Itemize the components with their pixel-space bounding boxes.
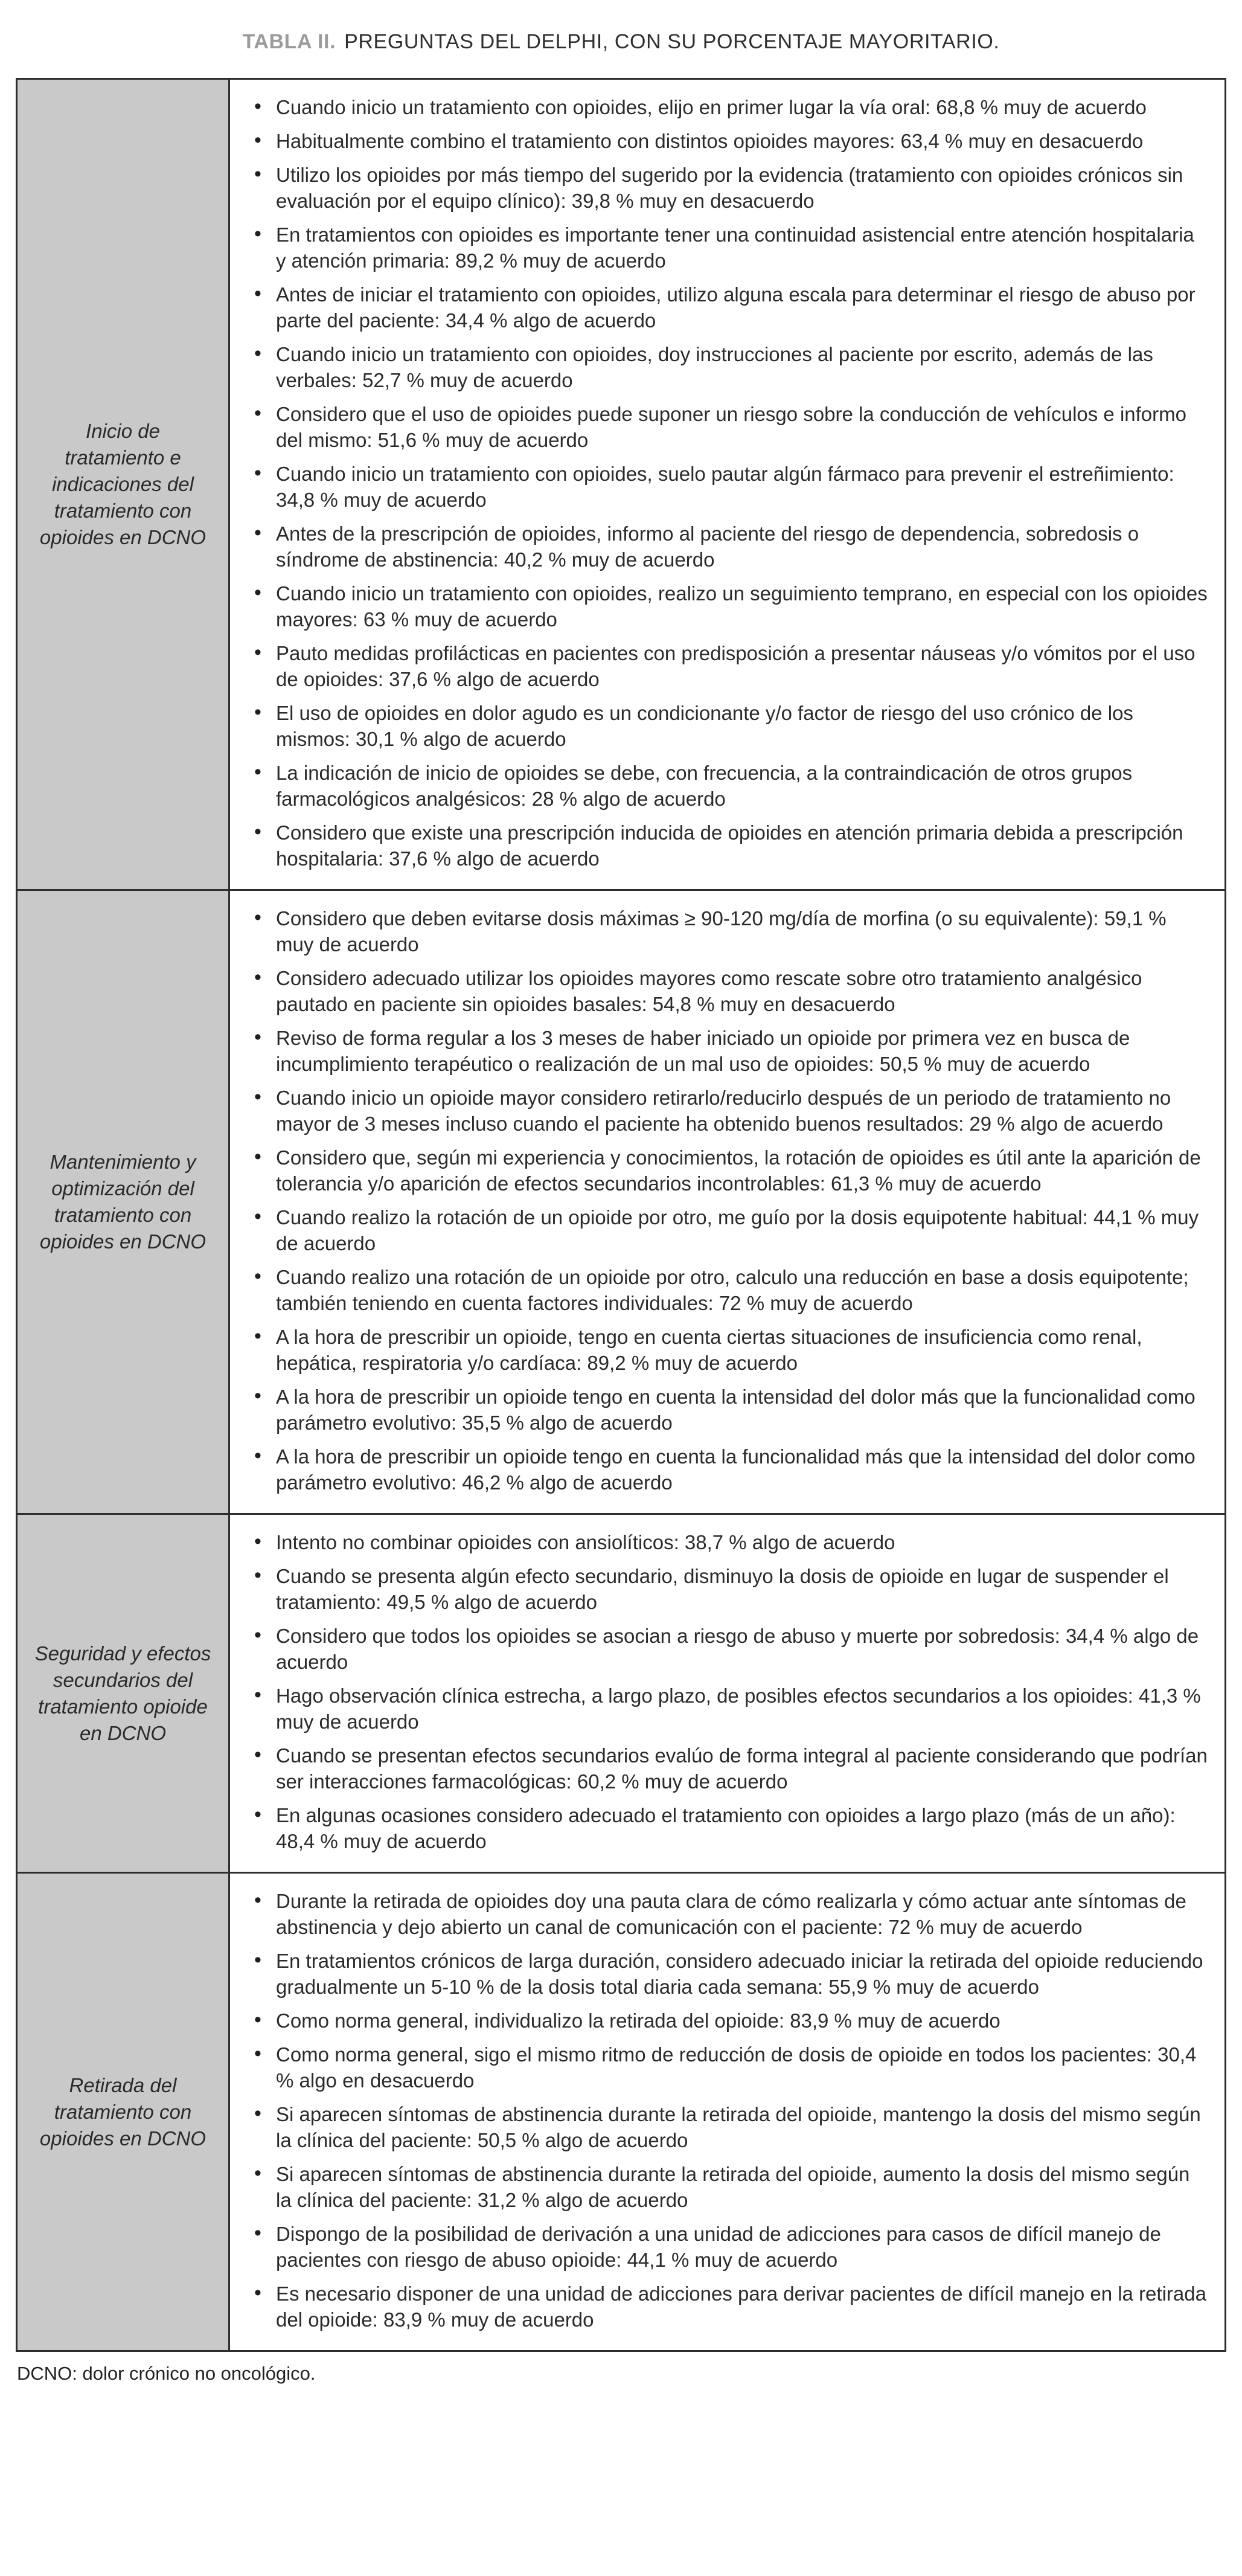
statement-text: A la hora de prescribir un opioide tengo en cuenta la intensidad del dolor más que la funcionalidad como parámetro evolutivo: 35,5 % algo de acuerdo: [276, 1386, 1196, 1434]
statement-text: Antes de la prescripción de opioides, informo al paciente del riesgo de dependencia, sobredosis o síndrome de abstinencia: 40,2 % muy de acuerdo: [276, 522, 1139, 571]
statement-text: Considero que existe una prescripción inducida de opioides en atención primaria debida a prescripción hospitalaria: 37,6 % algo de acuerdo: [276, 821, 1183, 870]
bullet-icon: •: [254, 282, 261, 305]
list-item: [249, 1145, 1208, 1196]
category-label: Inicio de tratamiento e indicaciones del tratamiento con opioides en DCNO: [39, 420, 206, 548]
list-item: [249, 2281, 1208, 2333]
list-item: [249, 1324, 1208, 1376]
bullet-icon: •: [254, 2281, 261, 2304]
table-row: [17, 1514, 1226, 1873]
bullet-icon: •: [254, 1026, 261, 1049]
footnote: DCNO: dolor crónico no oncológico.: [17, 2363, 316, 2384]
bullet-icon: •: [254, 1265, 261, 1288]
delphi-table-body: [17, 79, 1226, 2351]
category-cell: [17, 890, 229, 1514]
bullet-icon: •: [254, 906, 261, 929]
list-item: [249, 521, 1208, 573]
statement-text: Considero que el uso de opioides puede suponer un riesgo sobre la conducción de vehículos e informo del mismo: 51,6 % muy de acuerdo: [276, 403, 1186, 451]
table-title-text: PREGUNTAS DEL DELPHI, CON SU PORCENTAJE MAYORITARIO.: [344, 30, 1000, 53]
statement-text: Cuando inicio un tratamiento con opioides, doy instrucciones al paciente por escrito, además de las verbales: 52,7 % muy de acuerdo: [276, 343, 1153, 391]
list-item: [249, 2041, 1208, 2093]
bullet-icon: •: [254, 2008, 261, 2031]
list-item: [249, 1384, 1208, 1436]
bullet-icon: •: [254, 760, 261, 783]
list-item: [249, 965, 1208, 1017]
delphi-table: [16, 78, 1226, 2352]
list-item: [249, 1683, 1208, 1735]
bullet-icon: •: [254, 1564, 261, 1587]
bullet-icon: •: [254, 1743, 261, 1766]
category-label: Seguridad y efectos secundarios del tratamiento opioide en DCNO: [34, 1642, 211, 1744]
category-label: Mantenimiento y optimización del tratamiento con opioides en DCNO: [39, 1151, 206, 1253]
list-item: [249, 162, 1208, 214]
statement-text: Hago observación clínica estrecha, a largo plazo, de posibles efectos secundarios a los opioides: 41,3 % muy de acuerdo: [276, 1685, 1201, 1733]
bullet-icon: •: [254, 222, 261, 245]
list-item: [249, 2221, 1208, 2273]
list-item: [249, 1529, 1208, 1555]
bullet-icon: •: [254, 1325, 261, 1347]
statement-text: Como norma general, individualizo la retirada del opioide: 83,9 % muy de acuerdo: [276, 2009, 1000, 2032]
statement-text: Reviso de forma regular a los 3 meses de haber iniciado un opioide por primera vez en busca de incumplimiento terapéutico o realización de un mal uso de opioides: 50,5 % muy de acuerdo: [276, 1027, 1130, 1075]
statement-text: A la hora de prescribir un opioide tengo en cuenta la funcionalidad más que la intensidad del dolor como parámetro evolutivo: 46,2 % algo de acuerdo: [276, 1445, 1196, 1494]
list-item: [249, 94, 1208, 120]
statement-text: Considero que, según mi experiencia y conocimientos, la rotación de opioides es útil ante la aparición de tolerancia y/o aparición de efectos secundarios incontrolables: 61,3 % muy de acuerdo: [276, 1146, 1201, 1195]
list-item: [249, 1264, 1208, 1316]
bullet-icon: •: [254, 1803, 261, 1826]
list-item: [249, 281, 1208, 333]
statement-text: Intento no combinar opioides con ansiolíticos: 38,7 % algo de acuerdo: [276, 1531, 895, 1553]
bullet-icon: •: [254, 581, 261, 604]
bullet-icon: •: [254, 820, 261, 843]
statement-text: Si aparecen síntomas de abstinencia durante la retirada del opioide, aumento la dosis del mismo según la clínica del paciente: 31,2 % algo de acuerdo: [276, 2163, 1190, 2211]
category-label: Retirada del tratamiento con opioides en DCNO: [39, 2073, 206, 2150]
list-item: [249, 1802, 1208, 1854]
list-item: [249, 1204, 1208, 1256]
list-item: [249, 2101, 1208, 2153]
bullet-icon: •: [254, 701, 261, 724]
bullet-icon: •: [254, 1530, 261, 1553]
list-item: [249, 1888, 1208, 1940]
bullet-icon: •: [254, 1889, 261, 1912]
category-cell: [17, 1514, 229, 1873]
statement-text: Cuando inicio un opioide mayor considero retirarlo/reducirlo después de un periodo de tratamiento no mayor de 3 meses incluso cuando el paciente ha obtenido buenos resultados: 29 % algo de acuerdo: [276, 1087, 1171, 1135]
statement-text: Pauto medidas profilácticas en pacientes con predisposición a presentar náuseas y/o vómitos por el uso de opioides: 37,6 % algo de acuerdo: [276, 642, 1196, 690]
category-cell: [17, 1873, 229, 2351]
statement-text: Si aparecen síntomas de abstinencia durante la retirada del opioide, mantengo la dosis del mismo según la clínica del paciente: 50,5 % algo de acuerdo: [276, 2103, 1201, 2151]
statement-text: En tratamientos crónicos de larga duración, considero adecuado iniciar la retirada del opioide reduciendo gradualmente un 5-10 % de la dosis total diaria cada semana: 55,9 % muy de acuerdo: [276, 1950, 1203, 1998]
statement-text: En tratamientos con opioides es importante tener una continuidad asistencial entre atención hospitalaria y atención primaria: 89,2 % muy de acuerdo: [276, 223, 1194, 272]
bullet-icon: •: [254, 1444, 261, 1467]
table-row: [17, 79, 1226, 890]
list-item: [249, 580, 1208, 632]
list-item: [249, 461, 1208, 513]
bullet-icon: •: [254, 1384, 261, 1407]
statement-text: Cuando se presentan efectos secundarios evalúo de forma integral al paciente considerando que podrían ser interacciones farmacológicas: 60,2 % muy de acuerdo: [276, 1744, 1208, 1793]
statements-cell: [229, 79, 1226, 890]
bullet-icon: •: [254, 95, 261, 118]
statement-text: Cuando inicio un tratamiento con opioides, suelo pautar algún fármaco para prevenir el estreñimiento: 34,8 % muy de acuerdo: [276, 463, 1174, 511]
list-item: [249, 128, 1208, 154]
list-item: [249, 2161, 1208, 2213]
bullet-icon: •: [254, 1948, 261, 1971]
bullet-icon: •: [254, 129, 261, 152]
statement-text: Cuando inicio un tratamiento con opioides, realizo un seguimiento temprano, en especial con los opioides mayores: 63 % muy de acuerdo: [276, 582, 1208, 631]
statements-list: [249, 1529, 1208, 1854]
category-cell: [17, 79, 229, 890]
statement-text: Habitualmente combino el tratamiento con distintos opioides mayores: 63,4 % muy en desacuerdo: [276, 130, 1144, 152]
statement-text: Considero que todos los opioides se asocian a riesgo de abuso y muerte por sobredosis: 34,4 % algo de acuerdo: [276, 1625, 1199, 1673]
list-item: [249, 820, 1208, 872]
statement-text: A la hora de prescribir un opioide, tengo en cuenta ciertas situaciones de insuficiencia como renal, hepática, respiratoria y/o cardíaca: 89,2 % muy de acuerdo: [276, 1326, 1142, 1374]
bullet-icon: •: [254, 2221, 261, 2244]
list-item: [249, 1623, 1208, 1675]
bullet-icon: •: [254, 1683, 261, 1706]
table-row: [17, 1873, 1226, 2351]
bullet-icon: •: [254, 1145, 261, 1168]
statement-text: Como norma general, sigo el mismo ritmo de reducción de dosis de opioide en todos los pacientes: 30,4 % algo en desacuerdo: [276, 2043, 1197, 2092]
bullet-icon: •: [254, 641, 261, 664]
table-row: [17, 890, 1226, 1514]
statement-text: El uso de opioides en dolor agudo es un condicionante y/o factor de riesgo del uso crónico de los mismos: 30,1 % algo de acuerdo: [276, 702, 1133, 750]
list-item: [249, 341, 1208, 393]
statement-text: En algunas ocasiones considero adecuado el tratamiento con opioides a largo plazo (más de un año): 48,4 % muy de acuerdo: [276, 1804, 1176, 1852]
statement-text: Durante la retirada de opioides doy una pauta clara de cómo realizarla y cómo actuar ante síntomas de abstinencia y dejo abierto un canal de comunicación con el paciente: 72 % muy de acuerdo: [276, 1890, 1186, 1938]
list-item: [249, 640, 1208, 692]
list-item: [249, 760, 1208, 812]
bullet-icon: •: [254, 461, 261, 484]
statements-cell: [229, 890, 1226, 1514]
statements-cell: [229, 1514, 1226, 1873]
bullet-icon: •: [254, 2162, 261, 2185]
list-item: [249, 1025, 1208, 1077]
bullet-icon: •: [254, 342, 261, 365]
statement-text: La indicación de inicio de opioides se debe, con frecuencia, a la contraindicación de otros grupos farmacológicos analgésicos: 28 % algo de acuerdo: [276, 762, 1133, 810]
bullet-icon: •: [254, 2042, 261, 2065]
table-title-label: TABLA II.: [242, 30, 336, 53]
statement-text: Considero que deben evitarse dosis máximas ≥ 90-120 mg/día de morfina (o su equivalente): 59,1 % muy de acuerdo: [276, 907, 1167, 956]
bullet-icon: •: [254, 1624, 261, 1646]
table-title: [16, 14, 1226, 78]
list-item: [249, 1444, 1208, 1495]
bullet-icon: •: [254, 521, 261, 544]
statement-text: Dispongo de la posibilidad de derivación a una unidad de adicciones para casos de difícil manejo de pacientes con riesgo de abuso opioide: 44,1 % muy de acuerdo: [276, 2223, 1161, 2271]
list-item: [249, 700, 1208, 752]
list-item: [249, 401, 1208, 453]
list-item: [249, 1742, 1208, 1794]
statements-list: [249, 905, 1208, 1495]
list-item: [249, 222, 1208, 274]
list-item: [249, 905, 1208, 957]
list-item: [249, 2008, 1208, 2034]
list-item: [249, 1948, 1208, 2000]
statement-text: Considero adecuado utilizar los opioides mayores como rescate sobre otro tratamiento analgésico pautado en paciente sin opioides basales: 54,8 % muy en desacuerdo: [276, 967, 1142, 1015]
bullet-icon: •: [254, 966, 261, 989]
statement-text: Cuando realizo la rotación de un opioide por otro, me guío por la dosis equipotente habitual: 44,1 % muy de acuerdo: [276, 1206, 1199, 1254]
list-item: [249, 1563, 1208, 1615]
bullet-icon: •: [254, 162, 261, 185]
statement-text: Es necesario disponer de una unidad de adicciones para derivar pacientes de difícil manejo en la retirada del opioide: 83,9 % muy de acuerdo: [276, 2282, 1206, 2331]
statements-list: [249, 1888, 1208, 2333]
statement-text: Cuando se presenta algún efecto secundario, disminuyo la dosis de opioide en lugar de suspender el tratamiento: 49,5 % algo de acuerdo: [276, 1565, 1169, 1613]
statement-text: Antes de iniciar el tratamiento con opioides, utilizo alguna escala para determinar el riesgo de abuso por parte del paciente: 34,4 % algo de acuerdo: [276, 283, 1196, 332]
statement-text: Utilizo los opioides por más tiempo del sugerido por la evidencia (tratamiento con opioides crónicos sin evaluación por el equipo clínico): 39,8 % muy en desacuerdo: [276, 164, 1183, 212]
bullet-icon: •: [254, 1205, 261, 1228]
list-item: [249, 1085, 1208, 1137]
statements-list: [249, 94, 1208, 872]
bullet-icon: •: [254, 402, 261, 425]
statement-text: Cuando inicio un tratamiento con opioides, elijo en primer lugar la vía oral: 68,8 % muy de acuerdo: [276, 96, 1147, 118]
bullet-icon: •: [254, 2102, 261, 2125]
bullet-icon: •: [254, 1085, 261, 1108]
statements-cell: [229, 1873, 1226, 2351]
statement-text: Cuando realizo una rotación de un opioide por otro, calculo una reducción en base a dosis equipotente; también teniendo en cuenta factores individuales: 72 % muy de acuerdo: [276, 1266, 1189, 1314]
